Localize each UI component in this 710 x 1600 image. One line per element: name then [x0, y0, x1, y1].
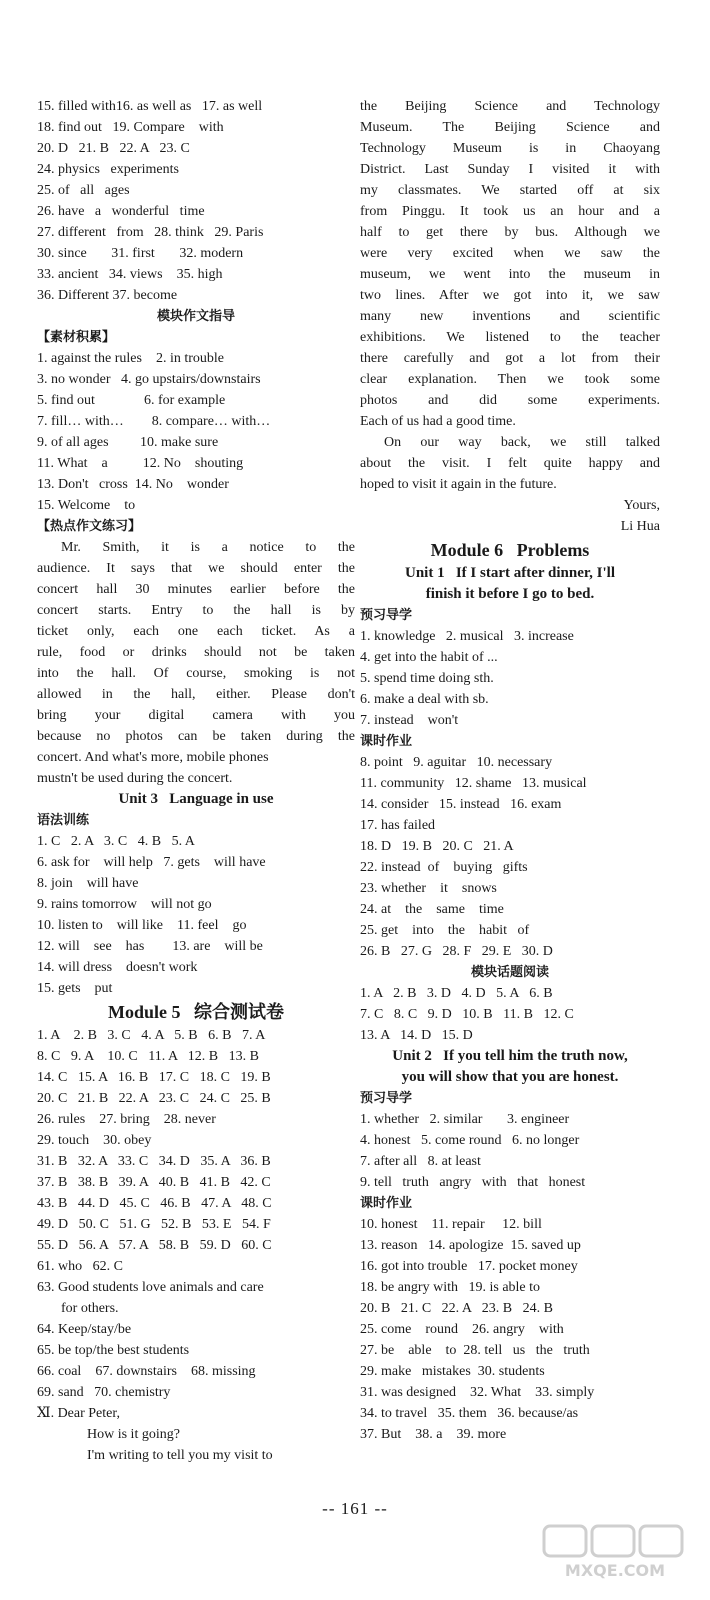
left-column-line: 11. What a 12. No shouting — [37, 456, 244, 471]
right-column-line: 11. community 12. shame 13. musical — [360, 776, 587, 791]
left-column-line: 64. Keep/stay/be — [37, 1322, 132, 1337]
left-column-line: 【热点作文练习】 — [37, 519, 142, 534]
right-column-line: Unit 1 If I start after dinner, I'll — [405, 565, 615, 581]
right-column-line: 7. C 8. C 9. D 10. B 11. B 12. C — [360, 1007, 574, 1022]
left-column-line: 49. D 50. C 51. G 52. B 53. E 54. F — [37, 1217, 271, 1232]
left-column-line: audience. It says that we should enter the — [37, 561, 355, 576]
left-column-line: 20. D 21. B 22. A 23. C — [37, 141, 190, 156]
right-column-line: half to get there by bus. Although we — [360, 225, 660, 240]
right-column-line: 4. honest 5. come round 6. no longer — [360, 1133, 580, 1148]
right-column-line: 16. got into trouble 17. pocket money — [360, 1259, 578, 1274]
left-column-line: 【素材积累】 — [37, 330, 116, 345]
right-column-line: 27. be able to 28. tell us the truth — [360, 1343, 590, 1358]
right-column-line: my classmates. We started off at six — [360, 183, 660, 198]
left-column-line: 模块作文指导 — [156, 309, 235, 324]
left-column-line: 31. B 32. A 33. C 34. D 35. A 36. B — [37, 1154, 271, 1169]
left-column-line: 61. who 62. C — [37, 1259, 123, 1274]
right-column-line: 37. But 38. a 39. more — [360, 1427, 507, 1442]
left-column-line: 26. rules 27. bring 28. never — [37, 1112, 216, 1127]
right-column-line: hoped to visit it again in the future. — [360, 477, 557, 492]
right-column-line: 25. get into the habit of — [360, 923, 530, 938]
right-column-line: 31. was designed 32. What 33. simply — [360, 1385, 595, 1400]
right-column-line: photos and did some experiments. — [360, 393, 660, 408]
left-column-line: 1. A 2. B 3. C 4. A 5. B 6. B 7. A — [37, 1028, 266, 1043]
left-column-line: 37. B 38. B 39. A 40. B 41. B 42. C — [37, 1175, 271, 1190]
left-column-line: 9. rains tomorrow will not go — [37, 897, 212, 912]
right-column-line: 34. to travel 35. them 36. because/as — [360, 1406, 579, 1421]
right-column-line: 模块话题阅读 — [470, 965, 549, 980]
left-column-line: 5. find out 6. for example — [37, 393, 226, 408]
left-column-line: 25. of all ages — [37, 183, 130, 198]
left-column-line: 36. Different 37. become — [37, 288, 178, 303]
left-column-line: 10. listen to will like 11. feel go — [37, 918, 247, 933]
left-column-line: 13. Don't cross 14. No wonder — [37, 477, 229, 492]
left-column-line: 8. join will have — [37, 876, 139, 891]
right-column-line: finish it before I go to bed. — [425, 586, 595, 602]
left-column-line: Mr. Smith, it is a notice to the — [61, 540, 355, 555]
watermark-logo — [540, 1522, 690, 1582]
right-column-line: 18. D 19. B 20. C 21. A — [360, 839, 514, 854]
right-column-line: 1. A 2. B 3. D 4. D 5. A 6. B — [360, 986, 553, 1001]
left-column-line: 18. find out 19. Compare with — [37, 120, 224, 135]
right-column-line: 1. knowledge 2. musical 3. increase — [360, 629, 574, 644]
left-column-line: 15. Welcome to — [37, 498, 136, 513]
right-column-line: On our way back, we still talked — [384, 435, 660, 450]
left-column-line: 43. B 44. D 45. C 46. B 47. A 48. C — [37, 1196, 272, 1211]
left-column-line: 15. gets put — [37, 981, 113, 996]
left-column-line: concert starts. Entry to the hall is by — [37, 603, 355, 618]
left-column-line: I'm writing to tell you my visit to — [87, 1448, 273, 1463]
right-column-line: District. Last Sunday I visited it with — [360, 162, 660, 177]
svg-text:MXQE.COM: MXQE.COM — [564, 1561, 666, 1580]
right-column-line: many new inventions and scientific — [360, 309, 660, 324]
right-column-line: 17. has failed — [360, 818, 436, 833]
left-column-line: 63. Good students love animals and care — [37, 1280, 264, 1295]
left-column-line: 7. fill… with… 8. compare… with… — [37, 414, 271, 429]
left-column-line: 15. filled with16. as well as 17. as well — [37, 99, 263, 114]
right-column-line: were very excited when we saw the — [360, 246, 660, 261]
left-column-line: 65. be top/the best students — [37, 1343, 190, 1358]
right-column-line: Museum. The Beijing Science and — [360, 120, 660, 135]
left-column-line: concert. And what's more, mobile phones — [37, 750, 269, 765]
left-column-line: into the hall. Of course, smoking is not — [37, 666, 355, 681]
left-column-line: Unit 3 Language in use — [118, 791, 274, 807]
right-column-line: 25. come round 26. angry with — [360, 1322, 564, 1337]
right-column-line: Each of us had a good time. — [360, 414, 516, 429]
left-column-line: for others. — [61, 1301, 119, 1316]
right-column-line: 24. at the same time — [360, 902, 504, 917]
left-column-line: 3. no wonder 4. go upstairs/downstairs — [37, 372, 261, 387]
right-column-line: 29. make mistakes 30. students — [360, 1364, 545, 1379]
right-column-line: exhibitions. We listened to the teacher — [360, 330, 660, 345]
left-column-line: 14. C 15. A 16. B 17. C 18. C 19. B — [37, 1070, 271, 1085]
left-column-line: 26. have a wonderful time — [37, 204, 205, 219]
left-column-line: allowed in the hall, either. Please don't — [37, 687, 355, 702]
right-column-line: 13. reason 14. apologize 15. saved up — [360, 1238, 581, 1253]
left-column-line: rule, food or drinks should not be taken — [37, 645, 355, 660]
left-column-line: 20. C 21. B 22. A 23. C 24. C 25. B — [37, 1091, 271, 1106]
right-column-line: you will show that you are honest. — [401, 1069, 619, 1085]
right-column-line: 7. instead won't — [360, 713, 459, 728]
left-column-line: 66. coal 67. downstairs 68. missing — [37, 1364, 256, 1379]
left-column-line: 14. will dress doesn't work — [37, 960, 198, 975]
right-column-line: Yours, — [623, 498, 660, 513]
left-column-line: bring your digital camera with you — [37, 708, 355, 723]
left-column-line: 30. since 31. first 32. modern — [37, 246, 244, 261]
right-column-line: 预习导学 — [360, 1091, 413, 1106]
left-column-line: 8. C 9. A 10. C 11. A 12. B 13. B — [37, 1049, 259, 1064]
left-column-line: 1. against the rules 2. in trouble — [37, 351, 225, 366]
right-column-line: 课时作业 — [360, 734, 413, 749]
right-column-line: 6. make a deal with sb. — [360, 692, 489, 707]
right-column-line: 23. whether it snows — [360, 881, 497, 896]
left-column-line: 语法训练 — [37, 813, 90, 828]
left-column-line: Ⅺ. Dear Peter, — [37, 1406, 120, 1421]
right-column-line: 7. after all 8. at least — [360, 1154, 481, 1169]
left-column-line: because no photos can be taken during the — [37, 729, 355, 744]
left-column-line: 27. different from 28. think 29. Paris — [37, 225, 264, 240]
right-column-line: 20. B 21. C 22. A 23. B 24. B — [360, 1301, 553, 1316]
left-column-line: 6. ask for will help 7. gets will have — [37, 855, 266, 870]
left-column-line: How is it going? — [87, 1427, 180, 1442]
right-column-line: 26. B 27. G 28. F 29. E 30. D — [360, 944, 553, 959]
right-column-line: 18. be angry with 19. is able to — [360, 1280, 541, 1295]
right-column-line: 4. get into the habit of ... — [360, 650, 498, 665]
left-column-line: 29. touch 30. obey — [37, 1133, 152, 1148]
right-column-line: 5. spend time doing sth. — [360, 671, 494, 686]
right-column-line: two lines. After we got into it, we saw — [360, 288, 660, 303]
right-column-line: Module 6 Problems — [430, 540, 590, 560]
right-column-line: 课时作业 — [360, 1196, 413, 1211]
left-column-line: mustn't be used during the concert. — [37, 771, 233, 786]
left-column-line: 69. sand 70. chemistry — [37, 1385, 171, 1400]
right-column-line: 13. A 14. D 15. D — [360, 1028, 473, 1043]
left-column-line: 24. physics experiments — [37, 162, 179, 177]
page-number: -- 161 -- — [322, 1499, 388, 1518]
left-column — [37, 96, 355, 1466]
left-column-line: 9. of all ages 10. make sure — [37, 435, 219, 450]
right-column-line: 预习导学 — [360, 608, 413, 623]
left-column-line: 1. C 2. A 3. C 4. B 5. A — [37, 834, 195, 849]
right-column-line: clear explanation. Then we took some — [360, 372, 660, 387]
right-column-line: Technology Museum is in Chaoyang — [360, 141, 660, 156]
right-column-line: 9. tell truth angry with that honest — [360, 1175, 586, 1190]
right-column-line: Unit 2 If you tell him the truth now, — [392, 1048, 628, 1064]
right-column-line: 8. point 9. aguitar 10. necessary — [360, 755, 553, 770]
left-column-line: Module 5 综合测试卷 — [107, 1002, 284, 1022]
right-column — [360, 96, 660, 1445]
right-column-line: about the visit. I felt quite happy and — [360, 456, 660, 471]
left-column-line: ticket only, each one each ticket. As a — [37, 624, 355, 639]
left-column-line: concert hall 30 minutes earlier before the — [37, 582, 355, 597]
right-column-line: 10. honest 11. repair 12. bill — [360, 1217, 542, 1232]
right-column-line: from Pinggu. It took us an hour and a — [360, 204, 660, 219]
left-column-line: 12. will see has 13. are will be — [37, 939, 263, 954]
right-column-line: 1. whether 2. similar 3. engineer — [360, 1112, 570, 1127]
right-column-line: 14. consider 15. instead 16. exam — [360, 797, 562, 812]
right-column-line: there carefully and got a lot from their — [360, 351, 660, 366]
left-column-line: 33. ancient 34. views 35. high — [37, 267, 223, 282]
left-column-line: 55. D 56. A 57. A 58. B 59. D 60. C — [37, 1238, 272, 1253]
right-column-line: museum, we went into the museum in — [360, 267, 660, 282]
right-column-line: Li Hua — [620, 519, 660, 534]
right-column-line: the Beijing Science and Technology — [360, 99, 660, 114]
right-column-line: 22. instead of buying gifts — [360, 860, 528, 875]
